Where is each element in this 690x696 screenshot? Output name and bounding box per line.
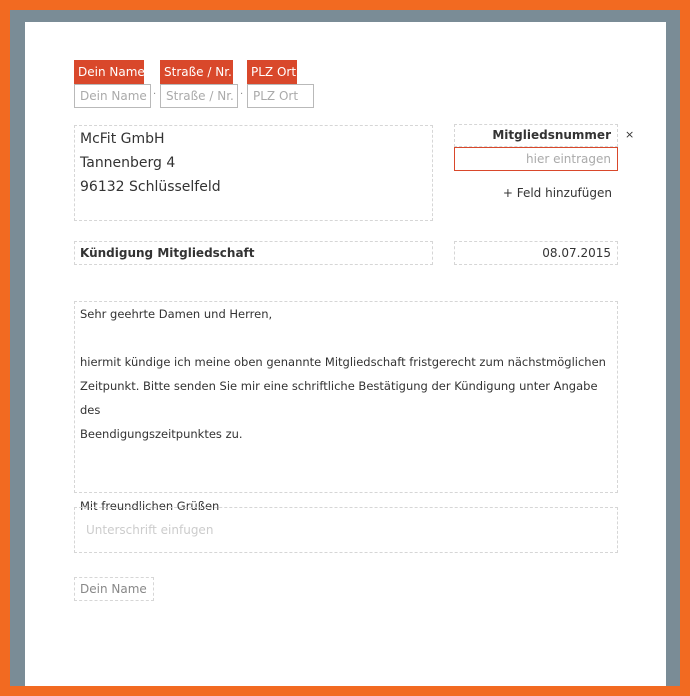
remove-field-icon[interactable]: × <box>625 128 635 141</box>
subject-field[interactable]: Kündigung Mitgliedschaft <box>74 241 433 265</box>
sender-city-input[interactable]: PLZ Ort <box>247 84 314 108</box>
recipient-address-box[interactable] <box>74 125 433 221</box>
signature-field[interactable]: Unterschrift einfugen <box>74 507 618 553</box>
letter-body-line: Beendigungszeitpunktes zu. <box>80 427 243 441</box>
member-number-input[interactable]: hier eintragen <box>454 147 618 171</box>
sender-street-label: Straße / Nr. <box>160 60 233 84</box>
date-field[interactable]: 08.07.2015 <box>454 241 618 265</box>
recipient-line-street: Tannenberg 4 <box>80 155 176 171</box>
signer-name-field[interactable]: Dein Name <box>74 577 154 601</box>
letter-page <box>25 22 666 686</box>
sender-name-label: Dein Name <box>74 60 144 84</box>
member-number-label: Mitgliedsnummer <box>454 124 618 147</box>
separator-dot: · <box>240 89 244 100</box>
sender-city-label: PLZ Ort <box>247 60 297 84</box>
letter-body-line: Zeitpunkt. Bitte senden Sie mir eine schriftliche Bestätigung der Kündigung unter Angabe des <box>80 379 598 417</box>
sender-name-input[interactable]: Dein Name <box>74 84 151 108</box>
add-field-button[interactable]: + Feld hinzufügen <box>502 186 612 200</box>
separator-dot: · <box>153 89 157 100</box>
sender-street-input[interactable]: Straße / Nr. <box>160 84 238 108</box>
letter-greeting: Sehr geehrte Damen und Herren, <box>80 307 273 321</box>
letter-body-line: hiermit kündige ich meine oben genannte Mitgliedschaft fristgerecht zum nächstmöglichen <box>80 355 606 369</box>
recipient-line-city: 96132 Schlüsselfeld <box>80 179 221 195</box>
recipient-line-company: McFit GmbH <box>80 131 165 147</box>
letter-closing: Mit freundlichen Grüßen <box>80 499 220 513</box>
letter-body-box[interactable] <box>74 301 618 513</box>
